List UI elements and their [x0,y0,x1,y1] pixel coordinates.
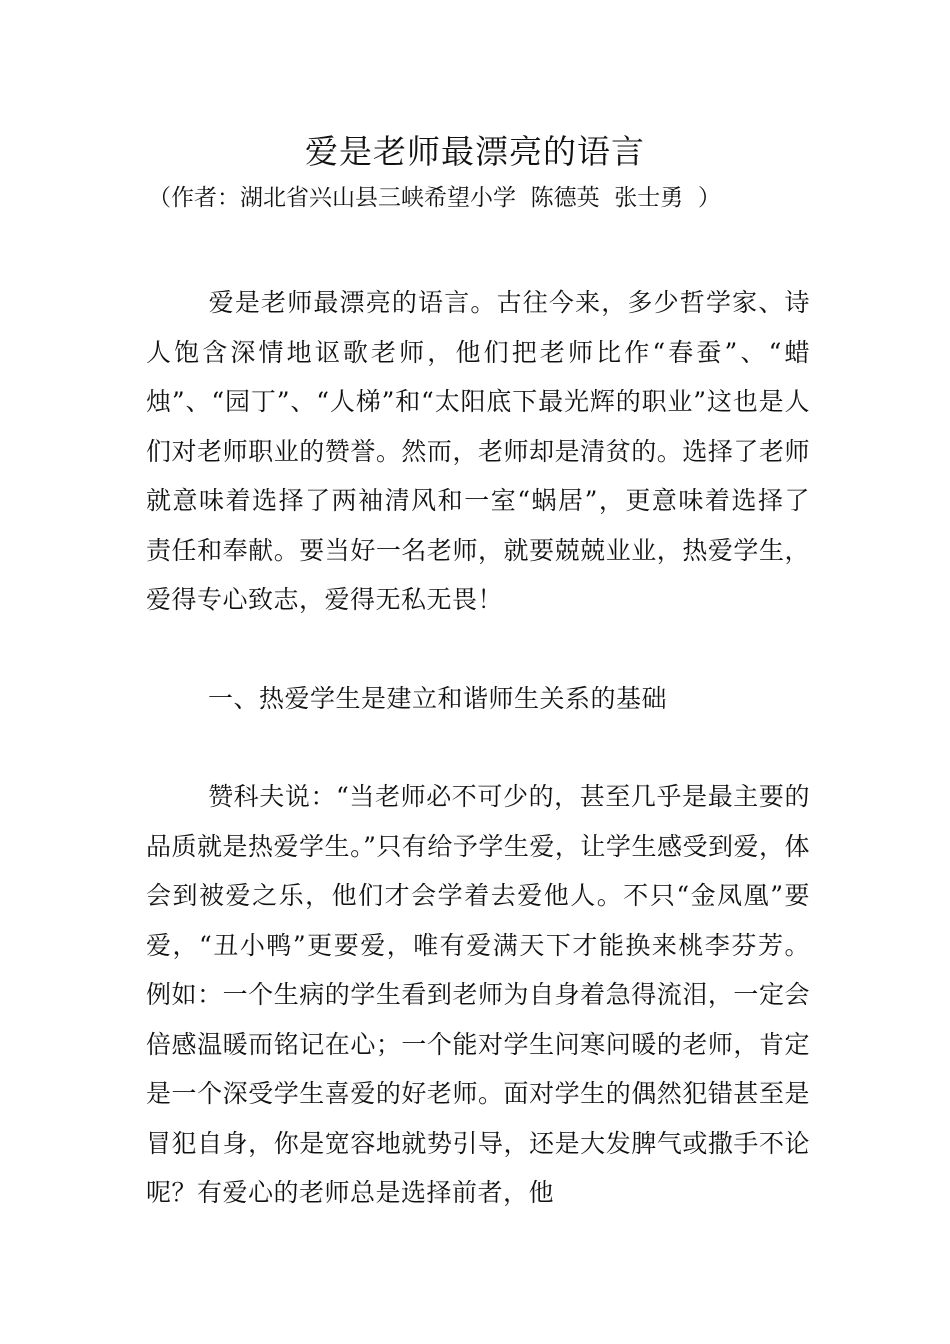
intro-paragraph-text: 爱是老师最漂亮的语言。古往今来，多少哲学家、诗人饱含深情地讴歌老师，他们把老师比作“春蚕”、“蜡烛”、“园丁”、“人梯”和“太阳底下最光辉的职业”这也是人们对老师职业的赞誉。然而，老师却是清贫的。选择了老师就意味着选择了两袖清风和一室“蜗居”，更意味着选择了责任和奉献。要当好一名老师，就要兢兢业业，热爱学生，爱得专心致志，爱得无私无畏！ [146,288,810,614]
section-paragraph-text: 赞科夫说：“当老师必不可少的，甚至几乎是最主要的品质就是热爱学生。”只有给予学生爱，让学生感受到爱，体会到被爱之乐，他们才会学着去爱他人。不只“金凤凰”要爱，“丑小鸭”更要爱，唯有爱满天下才能换来桃李芬芳。例如：一个生病的学生看到老师为自身着急得流泪，一定会倍感温暖而铭记在心；一个能对学生问寒问暖的老师，肯定是一个深受学生喜爱的好老师。面对学生的偶然犯错甚至是冒犯自身，你是宽容地就势引导，还是大发脾气或撒手不论呢？有爱心的老师总是选择前者，他 [146,782,810,1207]
section-paragraph [146,772,810,1218]
section-heading: 一、热爱学生是建立和谐师生关系的基础 [208,684,668,713]
document-title: 爱是老师最漂亮的语言 [305,132,645,171]
author-byline: （作者：湖北省兴山县三峡希望小学 陈德英 张士勇 ） [148,185,721,211]
intro-paragraph [146,278,810,625]
